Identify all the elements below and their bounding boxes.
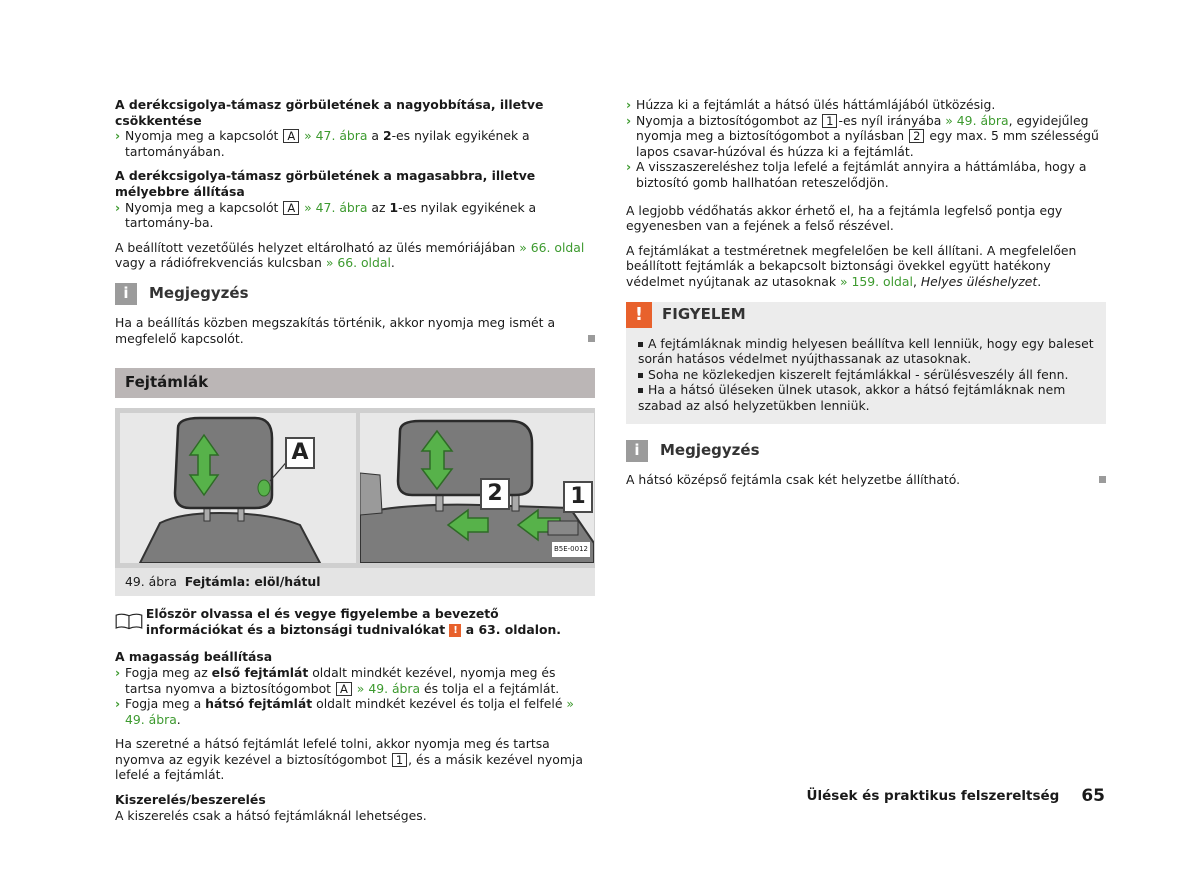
link-fig-49[interactable]: » 49. ábra: [945, 112, 1009, 128]
figure-label-a: A: [285, 437, 315, 469]
bullet-square-icon: [638, 388, 643, 393]
note-text: Ha a beállítás közben megszakítás történik, akkor nyomja meg ismét a megfelelő kapcsolót.: [115, 315, 595, 346]
section-header: Fejtámlák: [115, 368, 595, 398]
removal-paragraph: A kiszerelés csak a hátsó fejtámláknál lehetséges.: [115, 807, 427, 823]
step-arrow-icon: ›: [626, 97, 632, 112]
page-footer: [807, 786, 1105, 806]
warning-icon: !: [626, 302, 652, 328]
end-square-icon: [1099, 476, 1106, 483]
note-text: A hátsó középső fejtámla csak két helyzetbe állítható.: [626, 472, 1106, 488]
page-number: 65: [1081, 786, 1105, 806]
memory-paragraph: A beállított vezetőülés helyzet eltárolható az ülés memóriájában » 66. oldal vagy a rádiófrekvenciás kulcsban » 66. oldal.: [115, 239, 585, 271]
link-page-66[interactable]: » 66. oldal: [519, 239, 585, 255]
step-arrow-icon: ›: [115, 128, 121, 144]
step-front-headrest: › Fogja meg az első fejtámlát oldalt mindkét kezével, nyomja meg és tartsa nyomva a biztosítógombot A » 49. ábra és tolja el a fejtámlát.: [115, 664, 560, 696]
figure-49: [115, 408, 595, 568]
adjust-paragraph: A fejtámlákat a testméretnek megfelelően be kell állítani. A megfelelően beállított fejtámlák a bekapcsolt biztonsági övekkel együtt hatékony védelmet nyújtanak az utasoknak » 159. oldal, Helyes üléshelyzet.: [626, 242, 1077, 289]
info-icon: i: [115, 283, 137, 305]
warning-body: [626, 328, 1106, 414]
ref-box-a: A: [283, 129, 299, 143]
step-arrow-icon: ›: [115, 696, 121, 712]
warning-icon-small: !: [449, 624, 461, 637]
heading-lumbar-height: A derékcsigolya-támasz görbületének a magasabbra, illetve mélyebbre állítása: [115, 168, 536, 199]
ref-box-a: A: [283, 201, 299, 215]
warning-box: [626, 302, 1106, 424]
chapter-title: Ülések és praktikus felszereltség: [806, 788, 1060, 804]
left-column: [115, 97, 595, 823]
step-lumbar-height: › Nyomja meg a kapcsolót A » 47. ábra az 1-es nyilak egyikének a tartomány-ba.: [115, 199, 537, 231]
link-fig-47[interactable]: » 47. ábra: [300, 199, 368, 215]
link-fig-47[interactable]: » 47. ábra: [300, 128, 368, 144]
ref-box-a: A: [336, 682, 352, 696]
note-title: Megjegyzés: [660, 440, 760, 459]
warning-header: [626, 302, 1106, 328]
link-fig-49[interactable]: » 49. ábra: [352, 680, 421, 696]
book-icon: [115, 606, 143, 636]
heading-removal: Kiszerelés/beszerelés: [115, 792, 266, 808]
step-arrow-icon: ›: [626, 112, 632, 128]
figure-label-2: 2: [480, 478, 510, 510]
warning-item: A fejtámláknak mindig helyesen beállítva kell lenniük, hogy egy baleset során hatásos védelmet nyújthassanak az utasoknak.: [638, 335, 1094, 367]
heading-lumbar-curvature: A derékcsigolya-támasz görbületének a nagyobbítása, illetve csökkentése: [115, 97, 544, 128]
right-column: [626, 97, 1106, 487]
link-fig-49[interactable]: » 49. ábra: [125, 696, 574, 727]
step-arrow-icon: ›: [115, 199, 121, 215]
step-press-button: › Nyomja a biztosítógombot az 1 -es nyíl irányába » 49. ábra, egyidejűleg nyomja meg a biztosítógombot a nyílásban 2 egy max. 5 mm szélességű lapos csavar-húzóval és húzza ki a fejtámlát.: [626, 112, 1099, 159]
figure-pane-front: [120, 413, 356, 563]
front-headrest-illustration: [120, 413, 356, 563]
step-arrow-icon: ›: [626, 159, 632, 175]
step-reinstall: › A visszaszereléshez tolja lefelé a fejtámlát annyira a háttámlába, hogy a biztosító gomb hallhatóan reteszelődjön.: [626, 159, 1087, 190]
warning-item: Soha ne közlekedjen kiszerelt fejtámlákkal - sérülésveszély áll fenn.: [638, 367, 1094, 383]
figure-code: B5E-0012: [552, 542, 590, 558]
protection-paragraph: A legjobb védőhatás akkor érhető el, ha a fejtámla legfelső pontja egy egyenesben van a fejének a felső részével.: [626, 202, 1063, 234]
link-page-159[interactable]: » 159. oldal: [839, 273, 913, 289]
step-pull-out: › Húzza ki a fejtámlát a hátsó ülés háttámlájából ütközésig.: [626, 97, 996, 112]
step-lumbar-curvature: › Nyomja meg a kapcsolót A » 47. ábra a 2-es nyilak egyikének a tartományában.: [115, 128, 530, 159]
warning-title: FIGYELEM: [662, 304, 746, 323]
ref-box-1: 1: [392, 753, 407, 767]
bullet-square-icon: [638, 342, 643, 347]
step-arrow-icon: ›: [115, 664, 121, 680]
figure-pane-rear: [360, 413, 594, 563]
warning-item: Ha a hátsó üléseken ülnek utasok, akkor a hátsó fejtámláknak nem szabad az alsó helyzetükben lenniük.: [638, 382, 1066, 413]
step-rear-headrest: › Fogja meg a hátsó fejtámlát oldalt mindkét kezével és tolja el felfelé » 49. ábra.: [115, 696, 574, 727]
note-title: Megjegyzés: [149, 284, 249, 303]
figure-label-1: 1: [563, 481, 593, 513]
info-icon: i: [626, 440, 648, 462]
link-page-66[interactable]: » 66. oldal: [325, 255, 391, 271]
ref-box-2: 2: [909, 129, 924, 143]
intro-note: Először olvassa el és vegye figyelembe a bevezető információkat és a biztonsági tudnivalókat ! a 63. oldalon.: [115, 606, 595, 637]
end-square-icon: [588, 335, 595, 342]
note-header: [626, 440, 1106, 462]
figure-caption: 49. ábra Fejtámla: elöl/hátul: [115, 568, 595, 596]
note-header: [115, 283, 595, 305]
ref-box-1: 1: [822, 114, 837, 128]
heading-height: A magasság beállítása: [115, 649, 273, 665]
bullet-square-icon: [638, 373, 643, 378]
lower-paragraph: Ha szeretné a hátsó fejtámlát lefelé tolni, akkor nyomja meg és tartsa nyomva az egyik kezével a biztosítógombot 1 , és a másik kezével nyomja lefelé a fejtámlát.: [115, 736, 583, 783]
